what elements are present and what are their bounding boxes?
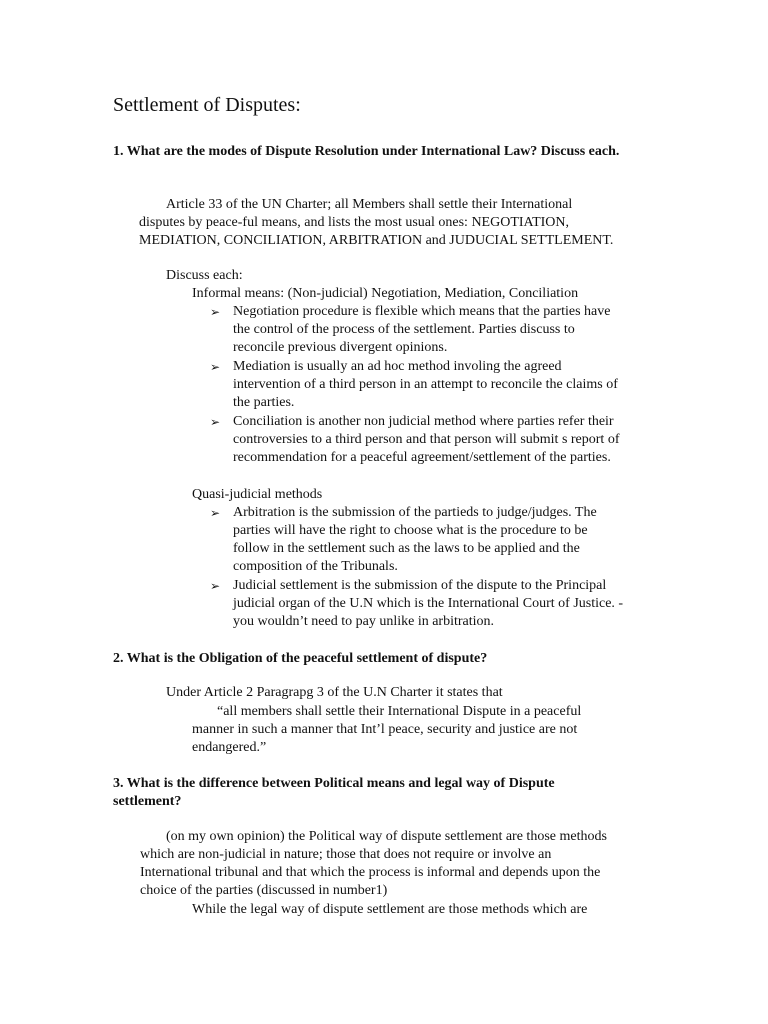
- list-item: [210, 358, 618, 412]
- arrow-bullet-icon: ➢: [210, 305, 221, 319]
- text-line: Mediation is usually an ad hoc method involing the agreed: [233, 359, 562, 374]
- informal-means-label: Informal means: (Non-judicial) Negotiation, Mediation, Conciliation: [192, 286, 579, 301]
- text-line: parties will have the right to choose what is the procedure to be: [233, 523, 588, 538]
- text-line: MEDIATION, CONCILIATION, ARBITRATION and JUDUCIAL SETTLEMENT.: [139, 233, 614, 248]
- text-line: 3. What is the difference between Political means and legal way of Dispute: [113, 776, 555, 791]
- q2-intro: Under Article 2 Paragrapg 3 of the U.N Charter it states that: [166, 685, 503, 700]
- question-3: [113, 775, 653, 811]
- q3-paragraph-1: [140, 828, 607, 900]
- quasi-judicial-label: Quasi-judicial methods: [192, 487, 323, 502]
- question-2: 2. What is the Obligation of the peaceful settlement of dispute?: [113, 651, 488, 666]
- text-line: follow in the settlement such as the laws to be applied and the: [233, 541, 580, 556]
- page-title: Settlement of Disputes:: [113, 94, 301, 116]
- list-item: [210, 303, 611, 357]
- text-line: settlement?: [113, 794, 182, 809]
- discuss-label: Discuss each:: [166, 268, 243, 283]
- text-line: intervention of a third person in an attempt to reconcile the claims of: [233, 377, 618, 392]
- text-line: Article 33 of the UN Charter; all Members shall settle their International: [166, 197, 573, 212]
- text-line: manner in such a manner that Int’l peace, security and justice are not: [192, 722, 578, 737]
- text-line: you wouldn’t need to pay unlike in arbitration.: [233, 614, 495, 629]
- text-line: which are non-judicial in nature; those that does not require or involve an: [140, 847, 552, 862]
- text-line: Conciliation is another non judicial method where parties refer their: [233, 414, 614, 429]
- question-1: 1. What are the modes of Dispute Resolution under International Law? Discuss each.: [113, 144, 620, 159]
- text-line: endangered.”: [192, 740, 267, 755]
- text-line: (on my own opinion) the Political way of dispute settlement are those methods: [166, 829, 607, 844]
- q2-quote: [192, 703, 581, 757]
- arrow-bullet-icon: ➢: [210, 506, 221, 520]
- text-line: Arbitration is the submission of the partieds to judge/judges. The: [233, 505, 597, 520]
- text-line: composition of the Tribunals.: [233, 559, 398, 574]
- text-line: Judicial settlement is the submission of the dispute to the Principal: [233, 578, 607, 593]
- text-line: “all members shall settle their International Dispute in a peaceful: [217, 704, 582, 719]
- arrow-bullet-icon: ➢: [210, 415, 221, 429]
- arrow-bullet-icon: ➢: [210, 360, 221, 374]
- q3-paragraph-2: While the legal way of dispute settlement are those methods which are: [192, 902, 588, 917]
- text-line: controversies to a third person and that person will submit s report of: [233, 432, 620, 447]
- text-line: the control of the process of the settlement. Parties discuss to: [233, 322, 575, 337]
- text-line: International tribunal and that which the process is informal and depends upon the: [140, 865, 601, 880]
- arrow-bullet-icon: ➢: [210, 579, 221, 593]
- q1-intro-paragraph: [139, 196, 614, 250]
- list-item: [210, 577, 624, 631]
- text-line: choice of the parties (discussed in number1): [140, 883, 388, 898]
- text-line: the parties.: [233, 395, 295, 410]
- list-item: [210, 504, 597, 576]
- text-line: reconcile previous divergent opinions.: [233, 340, 448, 355]
- list-item: [210, 413, 620, 467]
- text-line: disputes by peace-ful means, and lists the most usual ones: NEGOTIATION,: [139, 215, 570, 230]
- text-line: judicial organ of the U.N which is the International Court of Justice. -: [233, 596, 624, 611]
- text-line: Negotiation procedure is flexible which means that the parties have: [233, 304, 611, 319]
- text-line: recommendation for a peaceful agreement/settlement of the parties.: [233, 450, 611, 465]
